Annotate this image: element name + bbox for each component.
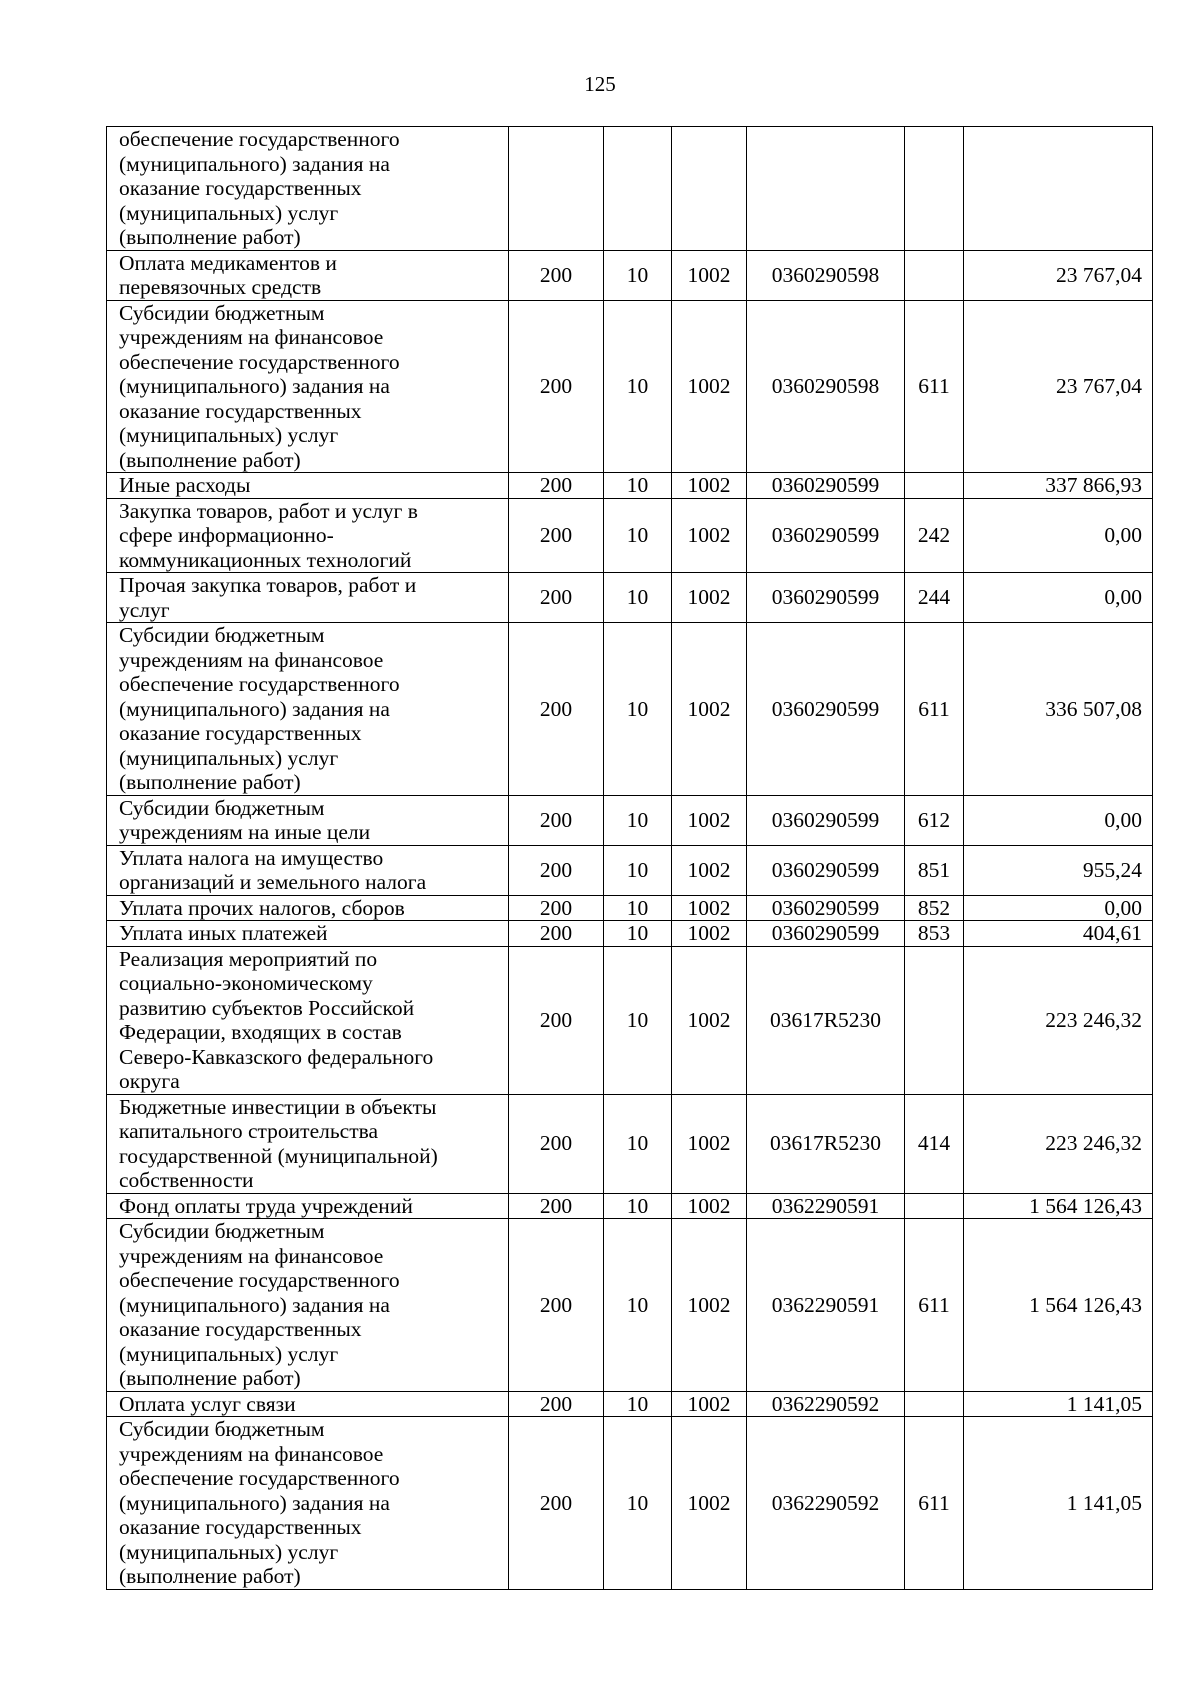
table-row <box>107 895 1153 921</box>
cell-expense-type: 611 <box>905 1417 964 1590</box>
table-row <box>107 498 1153 573</box>
cell-name: Закупка товаров, работ и услуг в сфере информационно- коммуникационных технологий <box>107 498 509 573</box>
cell-amount: 223 246,32 <box>964 1094 1153 1193</box>
cell-expense-type: 414 <box>905 1094 964 1193</box>
cell-target-article: 0360290599 <box>747 845 905 895</box>
cell-subsection: 1002 <box>672 1417 747 1590</box>
cell-name: Уплата иных платежей <box>107 921 509 947</box>
cell-ministry: 200 <box>509 1219 604 1392</box>
cell-section: 10 <box>604 573 672 623</box>
cell-expense-type: 852 <box>905 895 964 921</box>
cell-subsection: 1002 <box>672 498 747 573</box>
cell-name: Оплата медикаментов и перевязочных средств <box>107 250 509 300</box>
cell-expense-type: 853 <box>905 921 964 947</box>
table-row <box>107 1219 1153 1392</box>
cell-target-article: 0360290598 <box>747 250 905 300</box>
cell-amount: 23 767,04 <box>964 250 1153 300</box>
cell-name: обеспечение государственного (муниципального) задания на оказание государственных (муниципальных) услуг (выполнение работ) <box>107 127 509 251</box>
cell-ministry: 200 <box>509 895 604 921</box>
cell-subsection: 1002 <box>672 573 747 623</box>
cell-name: Фонд оплаты труда учреждений <box>107 1193 509 1219</box>
cell-section: 10 <box>604 845 672 895</box>
cell-name: Субсидии бюджетным учреждениям на иные цели <box>107 795 509 845</box>
cell-name: Оплата услуг связи <box>107 1391 509 1417</box>
cell-ministry: 200 <box>509 473 604 499</box>
cell-section: 10 <box>604 498 672 573</box>
cell-ministry: 200 <box>509 1193 604 1219</box>
cell-section: 10 <box>604 300 672 473</box>
cell-subsection: 1002 <box>672 946 747 1094</box>
cell-ministry: 200 <box>509 795 604 845</box>
cell-subsection <box>672 127 747 251</box>
cell-section: 10 <box>604 921 672 947</box>
cell-amount: 404,61 <box>964 921 1153 947</box>
cell-amount: 1 141,05 <box>964 1417 1153 1590</box>
table-row <box>107 300 1153 473</box>
cell-expense-type <box>905 946 964 1094</box>
cell-amount: 1 564 126,43 <box>964 1219 1153 1392</box>
cell-amount: 1 564 126,43 <box>964 1193 1153 1219</box>
cell-amount: 223 246,32 <box>964 946 1153 1094</box>
cell-section: 10 <box>604 1193 672 1219</box>
cell-amount: 0,00 <box>964 795 1153 845</box>
cell-ministry: 200 <box>509 250 604 300</box>
cell-name: Субсидии бюджетным учреждениям на финансовое обеспечение государственного (муниципального) задания на оказание государственных (муниципальных) услуг (выполнение работ) <box>107 300 509 473</box>
cell-subsection: 1002 <box>672 300 747 473</box>
cell-ministry: 200 <box>509 921 604 947</box>
table-row <box>107 1391 1153 1417</box>
cell-section <box>604 127 672 251</box>
cell-name: Уплата налога на имущество организаций и земельного налога <box>107 845 509 895</box>
cell-subsection: 1002 <box>672 845 747 895</box>
cell-amount: 955,24 <box>964 845 1153 895</box>
cell-target-article: 0360290599 <box>747 573 905 623</box>
cell-subsection: 1002 <box>672 1094 747 1193</box>
cell-name: Уплата прочих налогов, сборов <box>107 895 509 921</box>
cell-section: 10 <box>604 946 672 1094</box>
table-row <box>107 1417 1153 1590</box>
cell-target-article: 0362290591 <box>747 1219 905 1392</box>
table-row <box>107 921 1153 947</box>
cell-subsection: 1002 <box>672 795 747 845</box>
cell-ministry: 200 <box>509 623 604 796</box>
table-row <box>107 623 1153 796</box>
cell-ministry: 200 <box>509 1391 604 1417</box>
cell-section: 10 <box>604 1094 672 1193</box>
cell-expense-type <box>905 1391 964 1417</box>
cell-target-article: 0360290599 <box>747 921 905 947</box>
cell-expense-type <box>905 250 964 300</box>
cell-expense-type: 851 <box>905 845 964 895</box>
cell-expense-type <box>905 1193 964 1219</box>
cell-expense-type: 611 <box>905 1219 964 1392</box>
cell-amount: 1 141,05 <box>964 1391 1153 1417</box>
cell-subsection: 1002 <box>672 1391 747 1417</box>
cell-subsection: 1002 <box>672 1193 747 1219</box>
cell-ministry: 200 <box>509 1094 604 1193</box>
table-row <box>107 946 1153 1094</box>
cell-subsection: 1002 <box>672 623 747 796</box>
cell-section: 10 <box>604 795 672 845</box>
cell-ministry: 200 <box>509 573 604 623</box>
cell-name: Иные расходы <box>107 473 509 499</box>
cell-ministry: 200 <box>509 845 604 895</box>
cell-amount: 336 507,08 <box>964 623 1153 796</box>
cell-target-article: 0360290598 <box>747 300 905 473</box>
cell-name: Бюджетные инвестиции в объекты капитального строительства государственной (муниципальной) собственности <box>107 1094 509 1193</box>
table-row <box>107 473 1153 499</box>
cell-amount: 23 767,04 <box>964 300 1153 473</box>
cell-target-article: 0360290599 <box>747 473 905 499</box>
cell-amount: 0,00 <box>964 895 1153 921</box>
cell-subsection: 1002 <box>672 473 747 499</box>
table-row <box>107 250 1153 300</box>
cell-target-article: 0362290591 <box>747 1193 905 1219</box>
cell-name: Реализация мероприятий по социально-экономическому развитию субъектов Российской Федерации, входящих в состав Северо-Кавказского федерального округа <box>107 946 509 1094</box>
cell-expense-type: 611 <box>905 623 964 796</box>
table-row <box>107 127 1153 251</box>
cell-target-article: 0362290592 <box>747 1417 905 1590</box>
cell-amount: 0,00 <box>964 573 1153 623</box>
cell-ministry <box>509 127 604 251</box>
cell-subsection: 1002 <box>672 1219 747 1392</box>
page-number: 125 <box>584 72 616 96</box>
cell-name: Прочая закупка товаров, работ и услуг <box>107 573 509 623</box>
table-row <box>107 1193 1153 1219</box>
cell-expense-type: 242 <box>905 498 964 573</box>
cell-section: 10 <box>604 473 672 499</box>
cell-expense-type: 611 <box>905 300 964 473</box>
table-row <box>107 1094 1153 1193</box>
cell-expense-type <box>905 473 964 499</box>
cell-target-article: 0360290599 <box>747 498 905 573</box>
cell-name: Субсидии бюджетным учреждениям на финансовое обеспечение государственного (муниципального) задания на оказание государственных (муниципальных) услуг (выполнение работ) <box>107 1417 509 1590</box>
cell-target-article <box>747 127 905 251</box>
cell-section: 10 <box>604 1391 672 1417</box>
cell-name: Субсидии бюджетным учреждениям на финансовое обеспечение государственного (муниципального) задания на оказание государственных (муниципальных) услуг (выполнение работ) <box>107 1219 509 1392</box>
cell-expense-type: 244 <box>905 573 964 623</box>
cell-section: 10 <box>604 623 672 796</box>
cell-name: Субсидии бюджетным учреждениям на финансовое обеспечение государственного (муниципального) задания на оказание государственных (муниципальных) услуг (выполнение работ) <box>107 623 509 796</box>
cell-section: 10 <box>604 1219 672 1392</box>
cell-amount <box>964 127 1153 251</box>
cell-ministry: 200 <box>509 946 604 1094</box>
cell-target-article: 0360290599 <box>747 895 905 921</box>
cell-target-article: 03617R5230 <box>747 1094 905 1193</box>
budget-table <box>106 126 1153 1590</box>
cell-section: 10 <box>604 1417 672 1590</box>
cell-target-article: 0360290599 <box>747 795 905 845</box>
cell-ministry: 200 <box>509 300 604 473</box>
cell-amount: 337 866,93 <box>964 473 1153 499</box>
cell-expense-type <box>905 127 964 251</box>
cell-section: 10 <box>604 250 672 300</box>
cell-amount: 0,00 <box>964 498 1153 573</box>
cell-target-article: 03617R5230 <box>747 946 905 1094</box>
cell-target-article: 0362290592 <box>747 1391 905 1417</box>
table-row <box>107 573 1153 623</box>
cell-expense-type: 612 <box>905 795 964 845</box>
cell-section: 10 <box>604 895 672 921</box>
cell-subsection: 1002 <box>672 895 747 921</box>
cell-ministry: 200 <box>509 498 604 573</box>
table-row <box>107 795 1153 845</box>
cell-subsection: 1002 <box>672 921 747 947</box>
cell-ministry: 200 <box>509 1417 604 1590</box>
table-body <box>107 127 1153 1590</box>
cell-target-article: 0360290599 <box>747 623 905 796</box>
cell-subsection: 1002 <box>672 250 747 300</box>
table-row <box>107 845 1153 895</box>
